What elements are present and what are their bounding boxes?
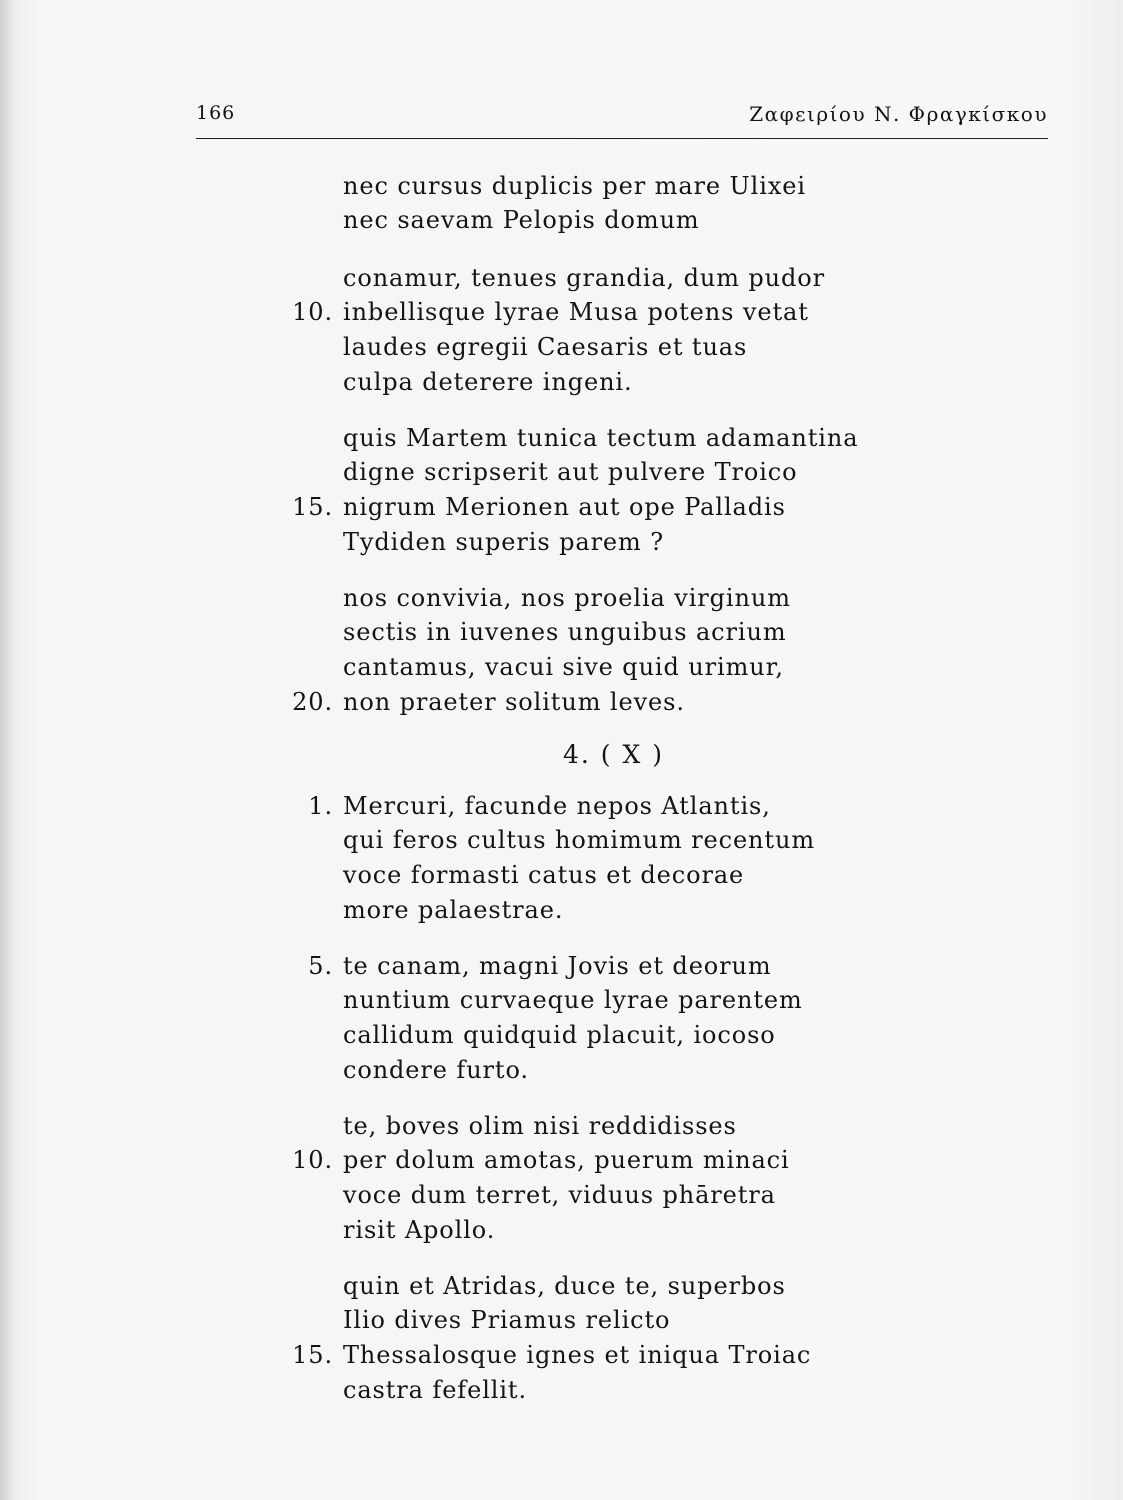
verse-text: risit Apollo.: [343, 1216, 496, 1244]
verse-line: [0, 1341, 1123, 1375]
verse-line: [0, 424, 1123, 458]
verse-text: nuntium curvaeque lyrae parentem: [343, 986, 803, 1014]
verse-text: voce formasti catus et decorae: [343, 861, 745, 889]
verse-text: te, boves olim nisi reddidisses: [343, 1112, 737, 1140]
verse-line: [0, 206, 1123, 240]
running-title: Ζαφειρίου Ν. Φραγκίσκου: [749, 102, 1048, 126]
verse-line: [0, 458, 1123, 492]
verse-line: [0, 952, 1123, 986]
verse-line: [0, 986, 1123, 1020]
line-number: 15.: [292, 493, 333, 521]
verse-text: condere furto.: [343, 1056, 529, 1084]
verse-line: [0, 688, 1123, 722]
verse-text: sectis in iuvenes unguibus acrium: [343, 618, 787, 646]
verse-text: quis Martem tunica tectum adamantina: [343, 424, 859, 452]
verse-text: cantamus, vacui sive quid urimur,: [343, 653, 784, 681]
verse-text: Mercuri, facunde nepos Atlantis,: [343, 792, 771, 820]
line-number: 15.: [292, 1341, 333, 1369]
verse-line: [0, 333, 1123, 367]
page-number: 166: [196, 102, 236, 124]
verse-text: nec cursus duplicis per mare Ulixei: [343, 172, 806, 200]
section-heading-text: 4. ( X ): [563, 740, 664, 769]
verse-line: [0, 584, 1123, 618]
verse-text: callidum quidquid placuit, iocoso: [343, 1021, 776, 1049]
line-number: 5.: [308, 952, 333, 980]
verse-line: [0, 172, 1123, 206]
verse-line: [0, 792, 1123, 826]
verse-line: [0, 1272, 1123, 1306]
line-number: 10.: [292, 298, 333, 326]
verse-text: non praeter solitum leves.: [343, 688, 685, 716]
verse-line: [0, 1376, 1123, 1410]
verse-line: [0, 653, 1123, 687]
verse-text: nec saevam Pelopis domum: [343, 206, 700, 234]
verse-line: [0, 1181, 1123, 1215]
line-number: 20.: [292, 688, 333, 716]
verse-text: Tydiden superis parem ?: [343, 528, 664, 556]
verse-line: [0, 1112, 1123, 1146]
verse-text: nos convivia, nos proelia virginum: [343, 584, 791, 612]
verse-line: [0, 1306, 1123, 1340]
line-number: 1.: [308, 792, 333, 820]
verse-text: digne scripserit aut pulvere Troico: [343, 458, 798, 486]
verse-line: [0, 493, 1123, 527]
verse-text: inbellisque lyrae Musa potens vetat: [343, 298, 809, 326]
verse-text: voce dum terret, viduus phāretra: [343, 1181, 776, 1209]
verse-line: [0, 528, 1123, 562]
verse-text: te canam, magni Jovis et deorum: [343, 952, 772, 980]
verse-line: [0, 618, 1123, 652]
verse-line: [0, 1146, 1123, 1180]
verse-line: [0, 896, 1123, 930]
verse-line: [0, 826, 1123, 860]
verse-text: Ilio dives Priamus relicto: [343, 1306, 671, 1334]
line-number: 10.: [292, 1146, 333, 1174]
verse-text: castra fefellit.: [343, 1376, 527, 1404]
verse-text: culpa deterere ingeni.: [343, 368, 633, 396]
verse-text: conamur, tenues grandia, dum pudor: [343, 264, 825, 292]
verse-text: qui feros cultus homimum recentum: [343, 826, 815, 854]
verse-line: [0, 298, 1123, 332]
header-rule: [196, 138, 1048, 139]
verse-line: [0, 264, 1123, 298]
page-header: [196, 102, 1048, 132]
verse-text: quin et Atridas, duce te, superbos: [343, 1272, 786, 1300]
verse-line: [0, 1056, 1123, 1090]
verse-text: nigrum Merionen aut ope Palladis: [343, 493, 786, 521]
verse-text: per dolum amotas, puerum minaci: [343, 1146, 790, 1174]
verse-text: more palaestrae.: [343, 896, 564, 924]
verse-line: [0, 1021, 1123, 1055]
verse-line: [0, 861, 1123, 895]
verse-line: [0, 1216, 1123, 1250]
verse-text: laudes egregii Caesaris et tuas: [343, 333, 748, 361]
verse-line: [0, 368, 1123, 402]
verse-text: Thessalosque ignes et iniqua Troiac: [343, 1341, 812, 1369]
